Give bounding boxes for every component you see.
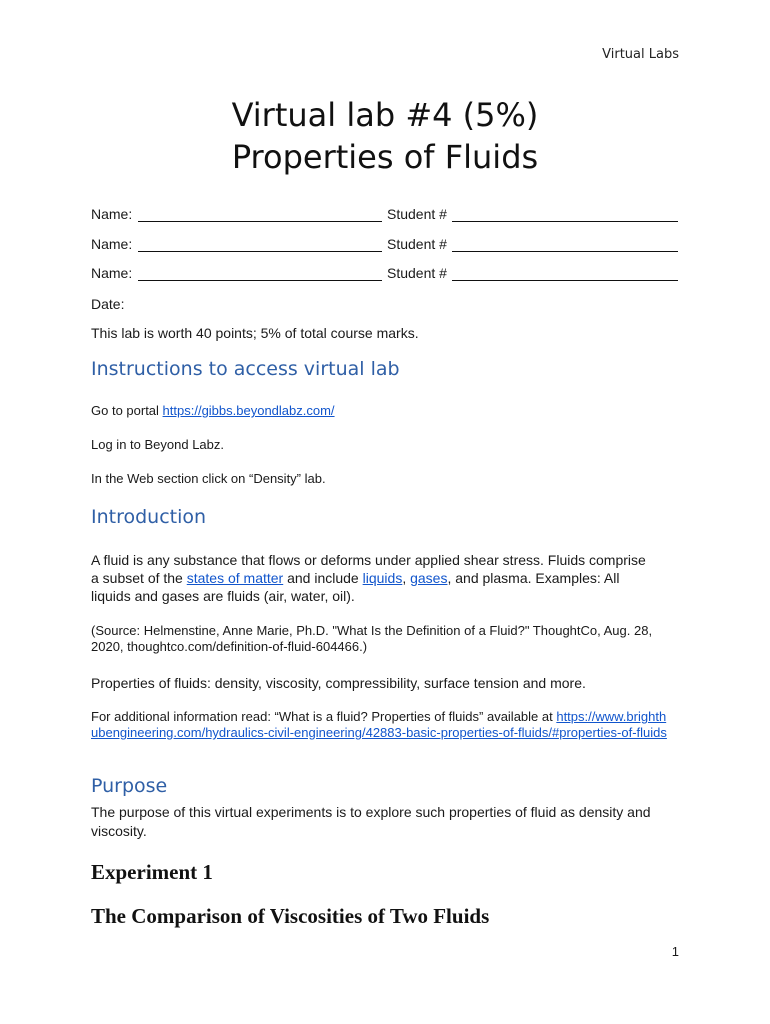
student-number-label: Student # xyxy=(387,206,447,222)
experiment-heading: Experiment 1 xyxy=(91,860,213,884)
student-number-blank[interactable] xyxy=(452,251,678,252)
name-label: Name: xyxy=(91,236,133,252)
name-blank[interactable] xyxy=(138,280,382,281)
step-1-prefix: Go to portal xyxy=(91,403,163,418)
instructions-heading: Instructions to access virtual lab xyxy=(91,358,400,380)
title-line-1: Virtual lab #4 (5%) xyxy=(231,96,539,134)
experiment-subheading: The Comparison of Viscosities of Two Fluids xyxy=(91,904,490,928)
intro-text-a: A fluid is any substance that flows or deforms under applied shear stress. Fluids comprise a subset of the xyxy=(91,552,646,586)
running-head: Virtual Labs xyxy=(602,47,679,62)
name-label: Name: xyxy=(91,265,133,281)
student-number-blank[interactable] xyxy=(452,221,678,222)
liquids-link[interactable]: liquids xyxy=(362,570,403,586)
title-line-2: Properties of Fluids xyxy=(231,138,539,176)
name-blank[interactable] xyxy=(138,221,382,222)
introduction-heading: Introduction xyxy=(91,506,207,528)
intro-text-c: , xyxy=(402,570,411,586)
properties-statement: Properties of fluids: density, viscosity, compressibility, surface tension and more. xyxy=(91,675,586,691)
intro-text-d: , and plasma. Examples: All liquids and gases are fluids (air, water, oil). xyxy=(91,570,620,604)
gases-link[interactable]: gases xyxy=(410,570,448,586)
worth-statement: This lab is worth 40 points; 5% of total course marks. xyxy=(91,325,419,341)
purpose-heading: Purpose xyxy=(91,775,168,797)
source-citation: (Source: Helmenstine, Anne Marie, Ph.D. "What Is the Definition of a Fluid?" ThoughtCo, Aug. 28, 2020, thoughtco.com/definition-of-fluid-604466.) xyxy=(91,623,653,654)
page-title xyxy=(0,94,770,178)
instruction-step-2: Log in to Beyond Labz. xyxy=(91,437,224,452)
student-number-label: Student # xyxy=(387,265,447,281)
name-row-3 xyxy=(91,265,678,285)
name-row-1 xyxy=(91,206,678,226)
student-number-label: Student # xyxy=(387,236,447,252)
introduction-paragraph xyxy=(91,551,651,605)
instruction-step-3: In the Web section click on “Density” lab. xyxy=(91,471,326,486)
additional-info xyxy=(91,709,671,741)
name-blank[interactable] xyxy=(138,251,382,252)
portal-link[interactable]: https://gibbs.beyondlabz.com/ xyxy=(162,403,335,418)
date-label: Date: xyxy=(91,296,125,312)
student-number-blank[interactable] xyxy=(452,280,678,281)
instruction-step-1 xyxy=(91,403,681,419)
additional-info-prefix: For additional information read: “What is a fluid? Properties of fluids” available at xyxy=(91,709,557,724)
purpose-text: The purpose of this virtual experiments is to explore such properties of fluid as density and viscosity. xyxy=(91,804,651,839)
name-row-2 xyxy=(91,236,678,256)
states-of-matter-link[interactable]: states of matter xyxy=(186,570,284,586)
intro-text-b: and include xyxy=(283,570,363,586)
name-label: Name: xyxy=(91,206,133,222)
page-number: 1 xyxy=(671,944,679,959)
brighthub-link[interactable]: https://www.brighthubengineering.com/hydraulics-civil-engineering/42883-basic-properties-of-fluids/#properties-of-fluids xyxy=(91,709,667,740)
